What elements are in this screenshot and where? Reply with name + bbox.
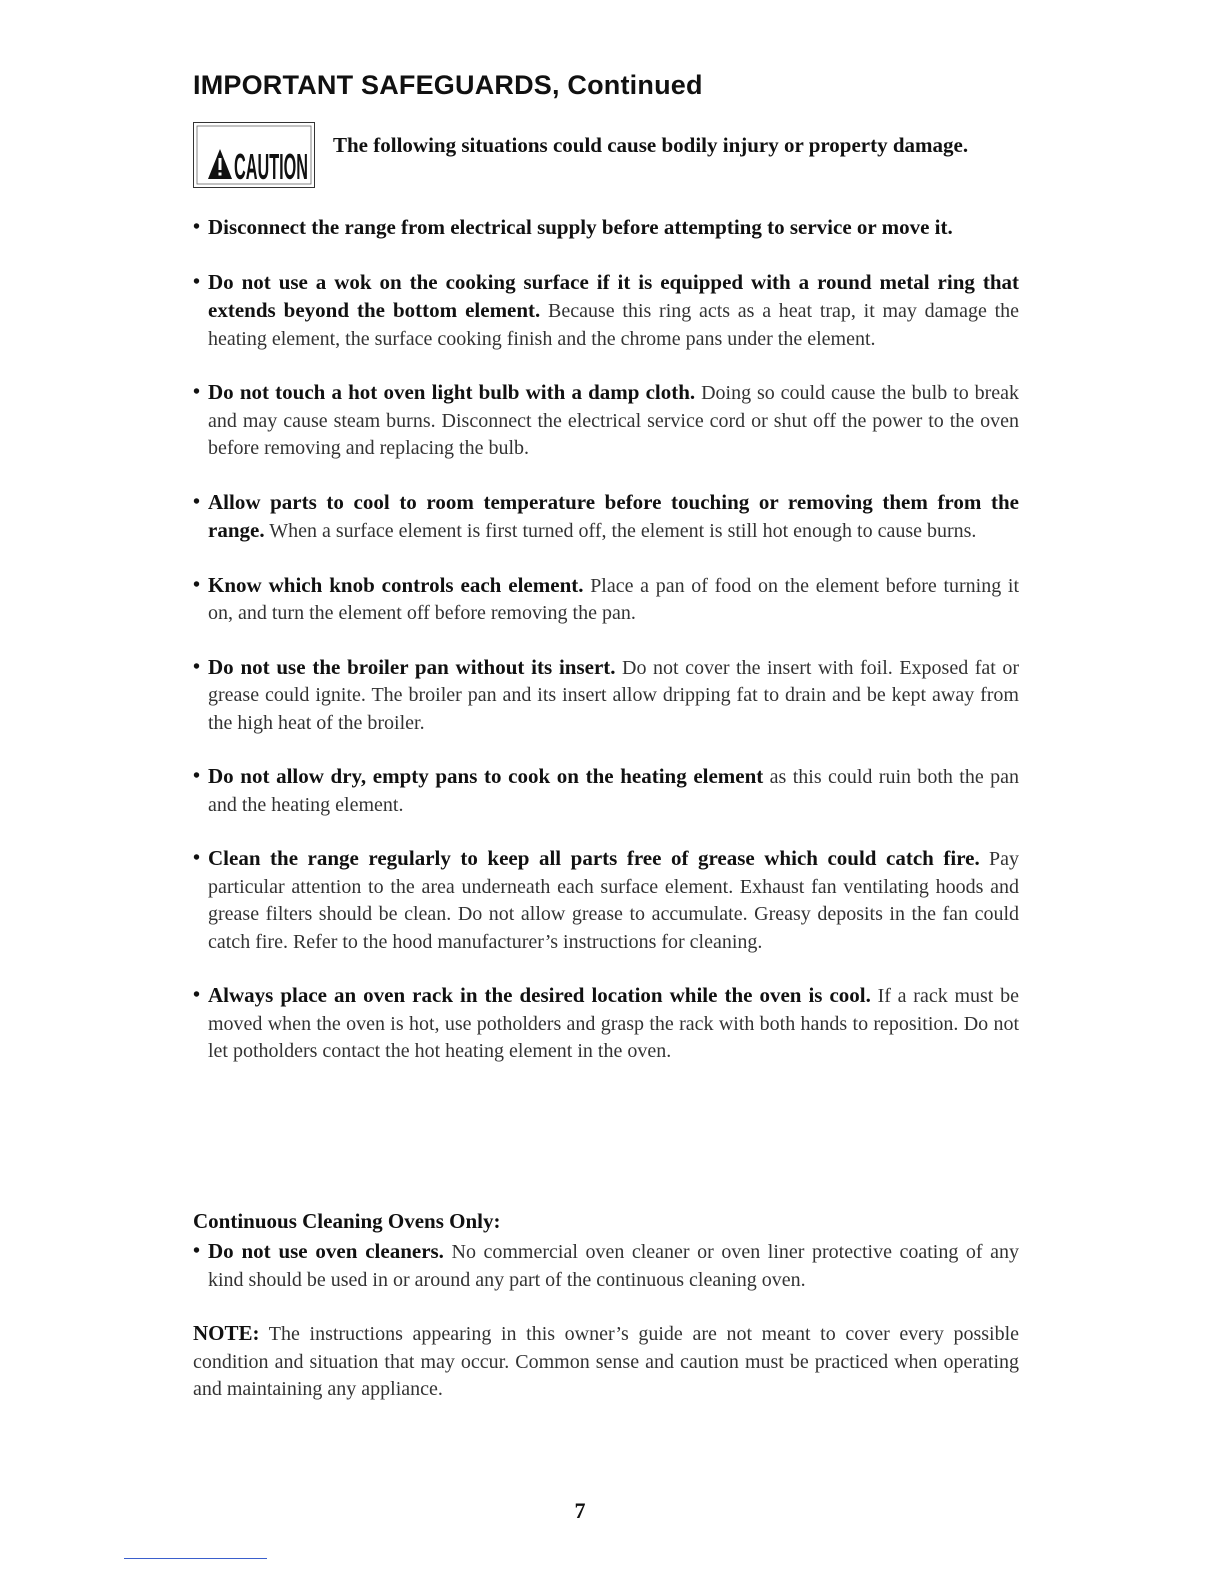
caution-statement: The following situations could cause bodily injury or property damage. (333, 133, 969, 157)
safeguard-item (193, 269, 1019, 354)
safeguard-lead: Do not touch a hot oven light bulb with a damp cloth. (208, 380, 696, 404)
safeguard-lead: Do not use oven cleaners. (208, 1239, 444, 1263)
bullet-icon: • (193, 381, 201, 403)
bullet-icon: • (193, 573, 201, 596)
bullet-icon: • (193, 984, 201, 1006)
safeguard-item (193, 763, 1019, 819)
safeguard-list (193, 214, 1019, 1092)
caution-logo-text: CAUTION (234, 146, 308, 187)
footer-rule (124, 1558, 267, 1559)
safeguard-item (193, 572, 1019, 628)
safeguard-item (193, 1238, 1019, 1294)
continuous-cleaning-list (193, 1238, 1019, 1320)
note-paragraph (193, 1320, 1019, 1404)
safeguard-lead: Disconnect the range from electrical supply before attempting to service or move it. (208, 215, 953, 239)
caution-logo-graphic (194, 123, 314, 187)
safeguard-body: as this could ruin both the pan and the heating element. (208, 766, 1019, 816)
safeguard-item (193, 214, 1019, 243)
safeguard-lead: Allow parts to cool to room temperature before touching or removing them from the range. (208, 489, 1019, 542)
safeguard-body: Because this ring acts as a heat trap, it may damage the heating element, the surface cooking finish and the chrome pans under the element. (208, 300, 1020, 350)
safeguard-body: Pay particular attention to the area underneath each surface element. Exhaust fan ventilating hoods and grease filters should be clean. Do not allow grease to accumulate. Greasy deposits in the fan could catch fire. Refer to the hood manufacturer’s instructions for cleaning. (208, 848, 1020, 953)
page-heading: IMPORTANT SAFEGUARDS, Continued (193, 70, 703, 100)
safeguard-body: When a surface element is first turned off, the element is still hot enough to cause burns. (269, 520, 977, 542)
safeguard-body: If a rack must be moved when the oven is hot, use potholders and grasp the rack with both hands to reposition. Do not let potholders contact the hot heating element in the oven. (208, 985, 1019, 1062)
safeguard-body: Place a pan of food on the element before turning it on, and turn the element off before removing the pan. (208, 574, 1020, 624)
bullet-icon: • (193, 490, 201, 513)
warning-triangle-icon (208, 149, 232, 179)
bullet-icon: • (193, 216, 201, 238)
safeguard-lead: Clean the range regularly to keep all parts free of grease which could catch fire. (208, 846, 980, 870)
safeguard-lead: Do not allow dry, empty pans to cook on the heating element (208, 764, 764, 788)
safeguard-lead: Know which knob controls each element. (208, 572, 584, 597)
safeguard-item (193, 982, 1019, 1066)
safeguard-item (193, 845, 1019, 956)
safeguard-body: No commercial oven cleaner or oven liner protective coating of any kind should be used in or around any part of the continuous cleaning oven. (208, 1241, 1020, 1291)
safeguard-lead: Always place an oven rack in the desired location while the oven is cool. (208, 983, 871, 1007)
bullet-icon: • (193, 1240, 201, 1262)
safeguard-item (193, 379, 1019, 463)
safeguard-lead: Do not use a wok on the cooking surface if it is equipped with a round metal ring that extends beyond the bottom element. (208, 269, 1019, 322)
safeguard-body: Doing so could cause the bulb to break and may cause steam burns. Disconnect the electrical service cord or shut off the power to the oven before removing and replacing the bulb. (208, 382, 1020, 459)
caution-logo (193, 122, 315, 188)
continuous-cleaning-heading: Continuous Cleaning Ovens Only: (193, 1209, 501, 1233)
safeguard-body: Do not cover the insert with foil. Exposed fat or grease could ignite. The broiler pan and its insert allow dripping fat to drain and be kept away from the high heat of the broiler. (208, 656, 1019, 734)
note-text: The instructions appearing in this owner’s guide are not meant to cover every possible condition and situation that may occur. Common sense and caution must be practiced when operating and maintaining any appliance. (193, 1323, 1020, 1400)
safeguard-lead: Do not use the broiler pan without its insert. (208, 654, 616, 679)
safeguard-item (193, 654, 1019, 738)
bullet-icon: • (193, 765, 201, 787)
safeguard-item (193, 489, 1019, 546)
caution-block (193, 122, 1023, 192)
bullet-icon: • (193, 847, 201, 869)
bullet-icon: • (193, 270, 201, 293)
note-label: NOTE: (193, 1321, 260, 1345)
page-number: 7 (574, 1498, 586, 1523)
bullet-icon: • (193, 655, 201, 678)
